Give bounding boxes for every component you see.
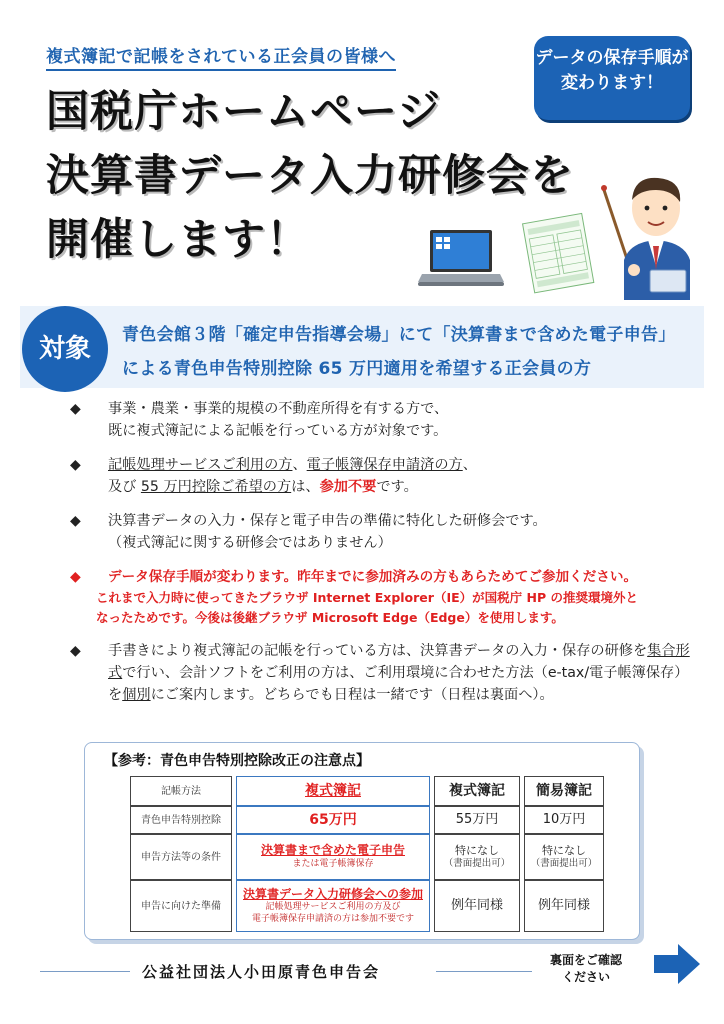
target-description — [122, 318, 676, 386]
individual-format: 個別 — [122, 687, 151, 703]
no-participation-needed: 参加不要 — [319, 479, 377, 495]
col3-conditions — [524, 834, 604, 880]
col1-prep-note-2: 電子帳簿保存申請済の方は参加不要です — [251, 913, 414, 924]
col3-preparation — [524, 880, 604, 932]
col1-prep-note-1: 記帳処理サービスご利用の方及び — [265, 902, 401, 913]
title-line-3: 開催します！ — [46, 215, 310, 265]
bullet-5-b: で行い、会計ソフトをご利用の方は、ご利用環境に合わせた方法（e-tax/電子帳簿保存）を — [108, 665, 689, 703]
bullet-item-scope — [70, 510, 700, 554]
col3-cond-main: 特になし — [542, 843, 586, 857]
target-line-2: による青色申告特別控除 65 万円適用を希望する正会員の方 — [122, 359, 592, 379]
col3-cond-note: （書面提出可） — [530, 857, 598, 869]
target-line-1: 青色会館３階「確定申告指導会場」にて「決算書まで含めた電子申告」 — [122, 325, 676, 345]
badge-line-2: 変わります！ — [561, 72, 663, 93]
col3-prep-text: 例年同様 — [537, 897, 590, 913]
col1-deduction — [236, 806, 430, 834]
col3-method: 簡易簿記 — [524, 776, 604, 806]
row-label-preparation: 申告に向けた準備 — [130, 880, 232, 932]
bullet-1-line-1: 事業・農業・事業的規模の不動産所得を有する方で、 — [108, 401, 449, 417]
bullet-2-mid: は、 — [291, 479, 320, 495]
bullet-1-line-2: 既に複式簿記による記帳を行っている方が対象です。 — [108, 423, 448, 439]
row-label-deduction: 青色申告特別控除 — [130, 806, 232, 834]
bullet-list — [70, 398, 700, 718]
exempt-e-ledger: 電子帳簿保存申請済の方 — [306, 457, 463, 473]
laptop-illustration — [418, 228, 504, 288]
diamond-icon: ◆ — [70, 569, 81, 585]
col1-cond-main: 決算書まで含めた電子申告 — [260, 843, 405, 858]
bullet-item-procedure-change — [70, 566, 700, 628]
diamond-icon: ◆ — [70, 513, 81, 529]
procedure-change-reason-2: なったためです。今後は後継ブラウザ Microsoft Edge（Edge）を使用します。 — [96, 610, 564, 625]
see-back-line-1: 裏面をご確認 — [550, 953, 623, 967]
col2-preparation — [434, 880, 520, 932]
diamond-icon: ◆ — [70, 457, 81, 473]
col2-prep-text: 例年同様 — [450, 897, 503, 913]
bullet-5-a: 手書きにより複式簿記の記帳を行っている方は、決算書データの入力・保存の研修を — [108, 643, 648, 659]
col2-method: 複式簿記 — [434, 776, 520, 806]
group-format: 集合形式 — [108, 643, 690, 681]
procedure-change-headline: データ保存手順が変わります。昨年までに参加済みの方もあらためてご参加ください。 — [108, 569, 638, 585]
bullet-2-line-2 — [96, 476, 700, 498]
col3-deduction-text: 10万円 — [542, 811, 586, 827]
bullet-5-c: にご案内します。どちらでも日程は一緒です（日程は裏面へ）。 — [150, 687, 554, 703]
bullet-2-end: 、 — [462, 457, 477, 473]
bullet-3-line-1: 決算書データの入力・保存と電子申告の準備に特化した研修会です。 — [108, 513, 547, 529]
teacher-illustration — [590, 150, 700, 300]
col3-deduction — [524, 806, 604, 834]
audience-subtitle: 複式簿記で記帳をされている正会員の皆様へ — [46, 42, 396, 71]
row-label-method: 記帳方法 — [130, 776, 232, 806]
procedure-change-reason-1: これまで入力時に使ってきたブラウザ Internet Explorer（IE）が国税庁 HP の推奨環境外と — [96, 590, 638, 605]
col1-preparation — [236, 880, 430, 932]
col1-method — [236, 776, 430, 806]
see-back-line-2: ください — [562, 970, 611, 984]
col2-conditions — [434, 834, 520, 880]
title-line-1: 国税庁ホームページ — [46, 87, 442, 137]
bullet-2-line-1 — [96, 454, 700, 476]
col1-deduction-text: 65万円 — [309, 811, 357, 828]
title-line-2: 決算書データ入力研修会を — [46, 151, 574, 201]
row-label-conditions: 申告方法等の条件 — [130, 834, 232, 880]
exempt-service-users: 記帳処理サービスご利用の方 — [108, 457, 293, 473]
col2-cond-main: 特になし — [455, 843, 499, 857]
diamond-icon: ◆ — [70, 643, 81, 659]
arrow-right-icon — [654, 944, 700, 984]
see-back-note — [550, 952, 622, 986]
tax-form-illustration — [520, 210, 598, 294]
bullet-5-text — [96, 640, 700, 706]
col1-method-text: 複式簿記 — [305, 782, 361, 799]
bullet-2-sep: 、 — [292, 457, 307, 473]
bullet-3-line-2: （複式簿記に関する研修会ではありません） — [108, 535, 392, 551]
footer-divider-right — [436, 971, 532, 972]
col1-conditions — [236, 834, 430, 880]
bullet-2-tail: です。 — [376, 479, 418, 495]
bullet-item-eligibility — [70, 398, 700, 442]
bullet-item-exempt — [70, 454, 700, 498]
organization-name: 公益社団法人小田原青色申告会 — [142, 963, 381, 981]
col1-prep-main: 決算書データ入力研修会への参加 — [242, 886, 423, 901]
col1-cond-note: または電子帳簿保存 — [292, 858, 374, 869]
target-label: 対象 — [22, 306, 108, 392]
diamond-icon: ◆ — [70, 401, 81, 417]
col2-deduction-text: 55万円 — [455, 811, 499, 827]
exempt-55-deduction: 55 万円控除ご希望の方 — [140, 479, 292, 495]
bullet-2-pre: 及び — [108, 479, 137, 495]
reference-title: 【参考：青色申告特別控除改正の注意点】 — [104, 753, 370, 769]
col2-deduction — [434, 806, 520, 834]
col2-cond-note: （書面提出可） — [443, 857, 511, 869]
badge-line-1: データの保存手順が — [535, 48, 689, 68]
bullet-item-format — [70, 640, 700, 706]
footer-divider-left — [40, 971, 130, 972]
